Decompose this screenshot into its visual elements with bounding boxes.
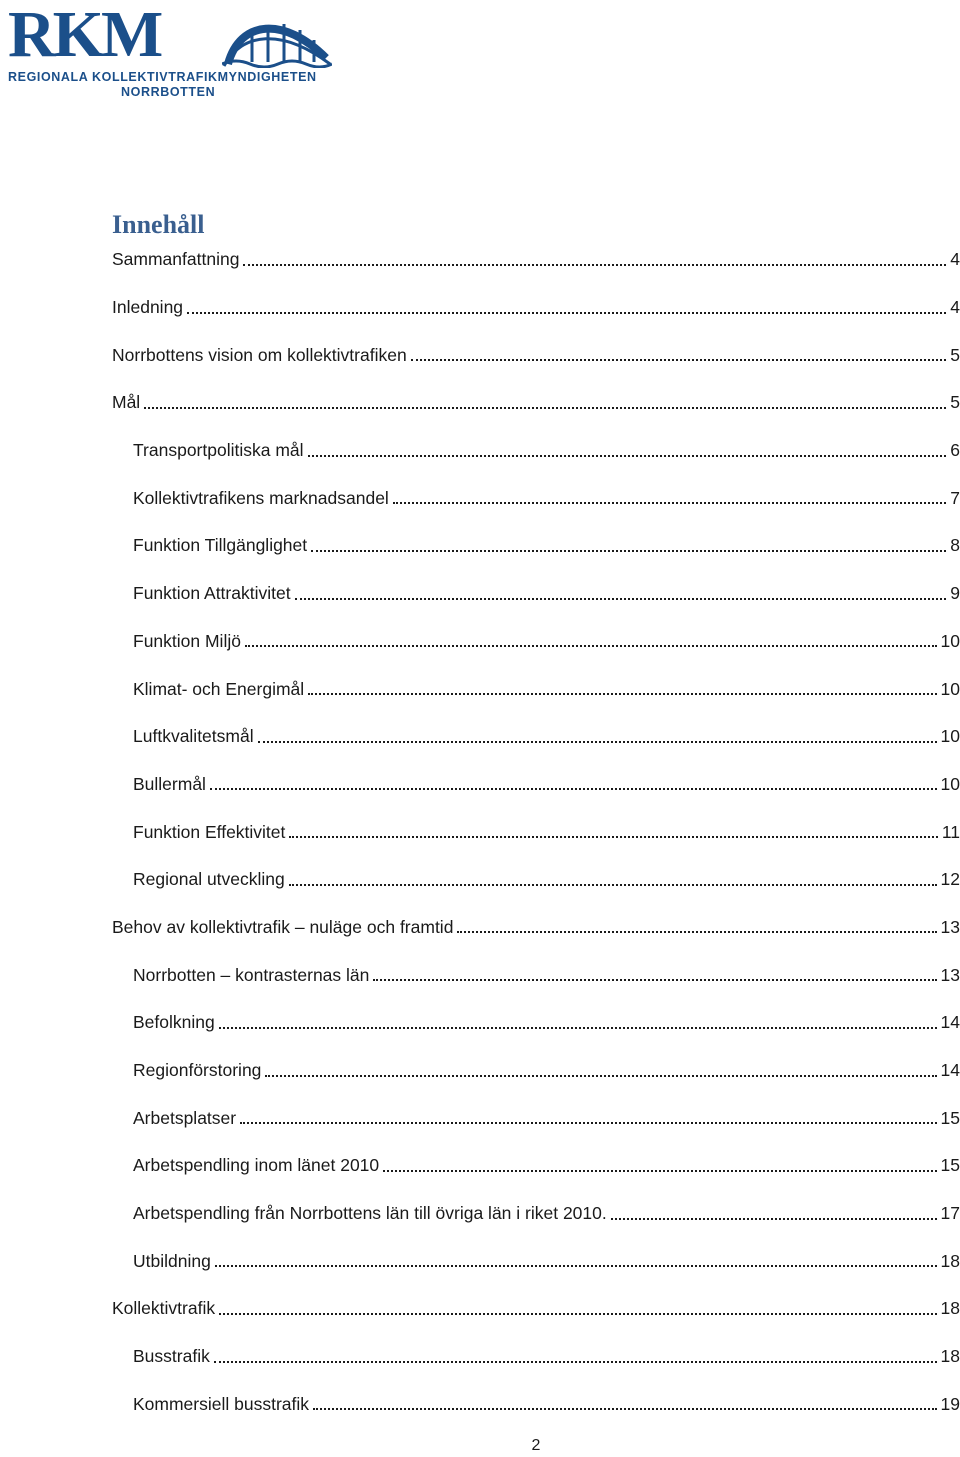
toc-dot-leader xyxy=(308,693,936,695)
toc-entry[interactable] xyxy=(0,236,960,284)
toc-entry-title: Arbetspendling från Norrbottens län till övriga län i riket 2010. xyxy=(133,1203,607,1224)
toc-entry-page: 13 xyxy=(940,916,960,937)
toc-entry-title: Regionförstoring xyxy=(133,1060,262,1081)
toc-entry-page: 7 xyxy=(950,487,960,508)
toc-entry-title: Regional utveckling xyxy=(133,869,285,890)
toc-dot-leader xyxy=(393,502,946,504)
toc-entry-title: Funktion Attraktivitet xyxy=(133,583,291,604)
toc-dot-leader xyxy=(144,407,946,409)
toc-dot-leader xyxy=(214,1361,937,1363)
toc-entry-page: 8 xyxy=(950,535,960,556)
toc-entry-title: Kommersiell busstrafik xyxy=(133,1393,310,1414)
toc-dot-leader xyxy=(308,455,947,457)
toc-entry-page: 12 xyxy=(940,869,960,890)
logo-tagline: REGIONALA KOLLEKTIVTRAFIKMYNDIGHETEN xyxy=(8,70,317,84)
toc-dot-leader xyxy=(240,1122,936,1124)
rkm-logo xyxy=(8,0,328,99)
toc-dot-leader xyxy=(187,312,946,314)
toc-entry-page: 13 xyxy=(940,964,960,985)
toc-entry[interactable] xyxy=(0,1237,960,1285)
toc-dot-leader xyxy=(219,1027,937,1029)
toc-entry-title: Sammanfattning xyxy=(112,249,240,270)
toc-entry-title: Utbildning xyxy=(133,1250,211,1271)
toc-entry[interactable] xyxy=(0,665,960,713)
toc-entry-title: Kollektivtrafikens marknadsandel xyxy=(133,487,389,508)
toc-entry-title: Transportpolitiska mål xyxy=(133,440,304,461)
toc-entry-page: 10 xyxy=(940,630,960,651)
toc-entry-page: 6 xyxy=(950,440,960,461)
toc-entry[interactable] xyxy=(0,904,960,952)
toc-entry-title: Norrbotten – kontrasternas län xyxy=(133,964,370,985)
toc-entry[interactable] xyxy=(0,618,960,666)
toc-entry-page: 9 xyxy=(950,583,960,604)
bridge-wave-icon xyxy=(222,12,332,68)
toc-dot-leader xyxy=(265,1075,936,1077)
toc-entry-title: Befolkning xyxy=(133,1012,215,1033)
toc-entry[interactable] xyxy=(0,570,960,618)
toc-entry-page: 5 xyxy=(950,344,960,365)
toc-entry[interactable] xyxy=(0,331,960,379)
toc-entry[interactable] xyxy=(0,379,960,427)
toc-dot-leader xyxy=(457,931,936,933)
toc-entry-page: 15 xyxy=(940,1155,960,1176)
toc-entry[interactable] xyxy=(0,1094,960,1142)
toc-dot-leader xyxy=(245,645,937,647)
toc-entry[interactable] xyxy=(0,856,960,904)
toc-entry-title: Klimat- och Energimål xyxy=(133,678,305,699)
toc-entry-title: Inledning xyxy=(112,297,184,318)
toc-entry-title: Mål xyxy=(112,392,141,413)
toc-entry[interactable] xyxy=(0,1190,960,1238)
toc-dot-leader xyxy=(289,836,937,838)
toc-entry[interactable] xyxy=(0,808,960,856)
toc-entry-page: 19 xyxy=(940,1393,960,1414)
toc-entry-page: 17 xyxy=(940,1203,960,1224)
toc-entry[interactable] xyxy=(0,522,960,570)
toc-dot-leader xyxy=(311,550,946,552)
toc-entry[interactable] xyxy=(0,761,960,809)
toc-entry-title: Behov av kollektivtrafik – nuläge och framtid xyxy=(112,916,454,937)
toc-entry[interactable] xyxy=(0,427,960,475)
toc-entry[interactable] xyxy=(0,1142,960,1190)
toc-entry-title: Arbetsplatser xyxy=(133,1107,237,1128)
toc-dot-leader xyxy=(289,884,937,886)
toc-entry[interactable] xyxy=(0,1285,960,1333)
toc-entry-page: 15 xyxy=(940,1107,960,1128)
toc-entry-page: 14 xyxy=(940,1012,960,1033)
toc-entry-page: 10 xyxy=(940,678,960,699)
toc-dot-leader xyxy=(373,979,936,981)
logo-wordmark: RKM xyxy=(8,0,161,71)
toc-entry-page: 18 xyxy=(940,1250,960,1271)
toc-dot-leader xyxy=(411,359,947,361)
toc-dot-leader xyxy=(611,1218,937,1220)
toc-entry-page: 18 xyxy=(940,1298,960,1319)
table-of-contents xyxy=(0,236,960,1428)
toc-dot-leader xyxy=(258,741,937,743)
toc-entry-page: 18 xyxy=(940,1346,960,1367)
toc-entry[interactable] xyxy=(0,474,960,522)
toc-entry-page: 10 xyxy=(940,726,960,747)
toc-entry-title: Funktion Miljö xyxy=(133,630,241,651)
toc-entry[interactable] xyxy=(0,999,960,1047)
toc-entry-page: 11 xyxy=(941,821,960,842)
toc-entry[interactable] xyxy=(0,284,960,332)
toc-entry-page: 4 xyxy=(950,297,960,318)
toc-entry[interactable] xyxy=(0,1047,960,1095)
toc-entry-title: Luftkvalitetsmål xyxy=(133,726,254,747)
toc-dot-leader xyxy=(383,1170,936,1172)
toc-dot-leader xyxy=(313,1408,937,1410)
toc-entry-title: Busstrafik xyxy=(133,1346,210,1367)
toc-dot-leader xyxy=(295,598,947,600)
toc-entry-title: Funktion Effektivitet xyxy=(133,821,286,842)
toc-entry-page: 14 xyxy=(940,1060,960,1081)
toc-dot-leader xyxy=(243,264,946,266)
toc-entry-page: 10 xyxy=(940,773,960,794)
toc-dot-leader xyxy=(210,788,937,790)
toc-entry-title: Funktion Tillgänglighet xyxy=(133,535,308,556)
toc-entry[interactable] xyxy=(0,951,960,999)
logo-region: NORRBOTTEN xyxy=(121,85,216,99)
toc-entry-page: 5 xyxy=(950,392,960,413)
toc-entry-title: Arbetspendling inom länet 2010 xyxy=(133,1155,380,1176)
toc-title: Innehåll xyxy=(112,210,205,239)
toc-entry[interactable] xyxy=(0,713,960,761)
toc-entry[interactable] xyxy=(0,1381,960,1429)
toc-entry[interactable] xyxy=(0,1333,960,1381)
toc-entry-page: 4 xyxy=(950,249,960,270)
page-number: 2 xyxy=(531,1437,541,1454)
toc-entry-title: Norrbottens vision om kollektivtrafiken xyxy=(112,344,407,365)
toc-entry-title: Kollektivtrafik xyxy=(112,1298,216,1319)
toc-dot-leader xyxy=(219,1313,936,1315)
toc-dot-leader xyxy=(215,1265,937,1267)
toc-entry-title: Bullermål xyxy=(133,773,206,794)
